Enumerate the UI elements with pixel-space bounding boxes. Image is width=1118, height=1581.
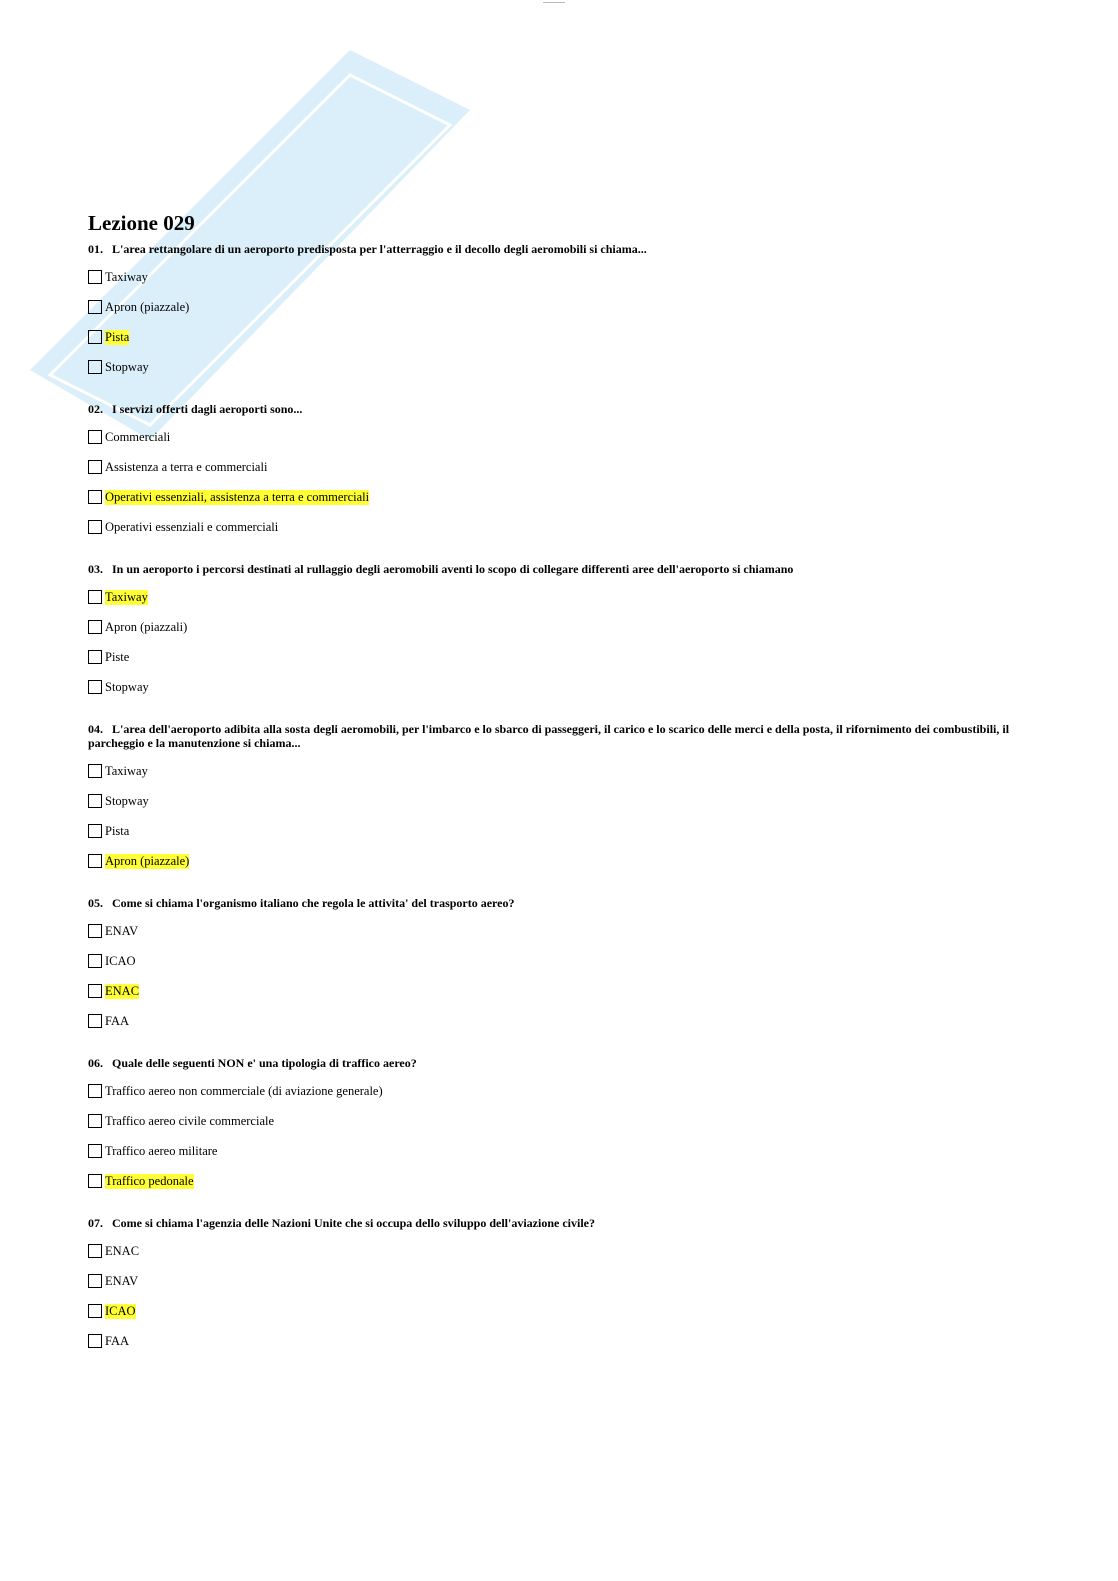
answer-label: ENAC xyxy=(105,1243,140,1258)
answer-checkbox[interactable] xyxy=(88,490,102,504)
answer-option[interactable] xyxy=(88,512,1028,542)
answer-checkbox[interactable] xyxy=(88,270,102,284)
question-prompt: Come si chiama l'organismo italiano che regola le attivita' del trasporto aereo? xyxy=(112,896,515,910)
answer-checkbox[interactable] xyxy=(88,1084,102,1098)
answer-checkbox[interactable] xyxy=(88,794,102,808)
answer-option[interactable] xyxy=(88,422,1028,452)
answer-checkbox[interactable] xyxy=(88,1304,102,1318)
answer-option[interactable] xyxy=(88,946,1028,976)
answer-label-highlighted: Traffico pedonale xyxy=(105,1173,194,1188)
question-text xyxy=(88,722,1028,750)
answer-checkbox[interactable] xyxy=(88,854,102,868)
answer-checkbox[interactable] xyxy=(88,650,102,664)
question-prompt: Quale delle seguenti NON e' una tipologia di traffico aereo? xyxy=(112,1056,417,1070)
answer-checkbox[interactable] xyxy=(88,620,102,634)
answer-label: ENAV xyxy=(105,1273,139,1288)
question-block xyxy=(88,402,1028,542)
answer-label: Apron (piazzali) xyxy=(105,619,188,634)
answer-checkbox[interactable] xyxy=(88,984,102,998)
answer-label: Traffico aereo civile commerciale xyxy=(105,1113,275,1128)
lesson-title: Lezione 029 xyxy=(88,211,195,235)
answer-label: Operativi essenziali e commerciali xyxy=(105,519,279,534)
question-number: 03. xyxy=(88,562,103,576)
answer-label-highlighted: ICAO xyxy=(105,1303,136,1318)
question-prompt: L'area rettangolare di un aeroporto predisposta per l'atterraggio e il decollo degli aeromobili si chiama... xyxy=(112,242,647,256)
answer-option[interactable] xyxy=(88,1076,1028,1106)
question-prompt: L'area dell'aeroporto adibita alla sosta degli aeromobili, per l'imbarco e lo sbarco di passeggeri, il carico e lo scarico delle merci e della posta, il rifornimento dei combustibili, il parcheggio e la manutenzione si chiama... xyxy=(88,722,1010,750)
question-number: 06. xyxy=(88,1056,103,1070)
answer-option[interactable] xyxy=(88,322,1028,352)
answer-label-highlighted: Operativi essenziali, assistenza a terra e commerciali xyxy=(105,489,370,504)
answer-option[interactable] xyxy=(88,1136,1028,1166)
question-number: 02. xyxy=(88,402,103,416)
answer-option[interactable] xyxy=(88,756,1028,786)
answer-label-highlighted: Taxiway xyxy=(105,589,148,604)
question-list xyxy=(88,242,1028,1356)
header-mark xyxy=(543,2,565,3)
question-number: 07. xyxy=(88,1216,103,1230)
answer-option[interactable] xyxy=(88,786,1028,816)
answer-option[interactable] xyxy=(88,1236,1028,1266)
answer-label: Traffico aereo militare xyxy=(105,1143,218,1158)
answer-label: FAA xyxy=(105,1013,130,1028)
answer-checkbox[interactable] xyxy=(88,764,102,778)
document-page xyxy=(88,210,1028,1376)
question-text xyxy=(88,896,1028,910)
answer-checkbox[interactable] xyxy=(88,520,102,534)
answer-label-highlighted: Apron (piazzale) xyxy=(105,853,190,868)
answer-option[interactable] xyxy=(88,916,1028,946)
answer-label: Taxiway xyxy=(105,269,148,284)
answer-checkbox[interactable] xyxy=(88,1144,102,1158)
answer-option[interactable] xyxy=(88,1296,1028,1326)
answer-checkbox[interactable] xyxy=(88,1014,102,1028)
question-text xyxy=(88,562,1028,576)
answer-checkbox[interactable] xyxy=(88,954,102,968)
answer-checkbox[interactable] xyxy=(88,460,102,474)
answer-checkbox[interactable] xyxy=(88,924,102,938)
question-text xyxy=(88,1056,1028,1070)
answer-label: Stopway xyxy=(105,359,149,374)
question-block xyxy=(88,1216,1028,1356)
answer-label: ICAO xyxy=(105,953,136,968)
answer-option[interactable] xyxy=(88,672,1028,702)
question-block xyxy=(88,1056,1028,1196)
answer-option[interactable] xyxy=(88,1106,1028,1136)
answer-option[interactable] xyxy=(88,582,1028,612)
answer-label: FAA xyxy=(105,1333,130,1348)
answer-checkbox[interactable] xyxy=(88,430,102,444)
answer-label-highlighted: Pista xyxy=(105,329,130,344)
question-text xyxy=(88,242,1028,256)
question-prompt: Come si chiama l'agenzia delle Nazioni Unite che si occupa dello sviluppo dell'aviazione civile? xyxy=(112,1216,595,1230)
answer-option[interactable] xyxy=(88,1266,1028,1296)
answer-option[interactable] xyxy=(88,976,1028,1006)
answer-label: Traffico aereo non commerciale (di aviazione generale) xyxy=(105,1083,383,1098)
answer-option[interactable] xyxy=(88,1166,1028,1196)
answer-option[interactable] xyxy=(88,482,1028,512)
answer-checkbox[interactable] xyxy=(88,1114,102,1128)
answer-checkbox[interactable] xyxy=(88,330,102,344)
answer-option[interactable] xyxy=(88,352,1028,382)
answer-checkbox[interactable] xyxy=(88,824,102,838)
question-number: 05. xyxy=(88,896,103,910)
answer-label: Apron (piazzale) xyxy=(105,299,190,314)
question-number: 04. xyxy=(88,722,103,736)
question-block xyxy=(88,562,1028,702)
answer-label: Taxiway xyxy=(105,763,148,778)
answer-checkbox[interactable] xyxy=(88,590,102,604)
answer-option[interactable] xyxy=(88,1326,1028,1356)
answer-option[interactable] xyxy=(88,292,1028,322)
answer-option[interactable] xyxy=(88,846,1028,876)
answer-checkbox[interactable] xyxy=(88,1334,102,1348)
answer-checkbox[interactable] xyxy=(88,680,102,694)
question-block xyxy=(88,896,1028,1036)
answer-label: ENAV xyxy=(105,923,139,938)
answer-checkbox[interactable] xyxy=(88,1274,102,1288)
answer-option[interactable] xyxy=(88,816,1028,846)
answer-option[interactable] xyxy=(88,1006,1028,1036)
answer-option[interactable] xyxy=(88,642,1028,672)
answer-checkbox[interactable] xyxy=(88,300,102,314)
answer-label: Pista xyxy=(105,823,130,838)
question-text xyxy=(88,402,1028,416)
answer-option[interactable] xyxy=(88,262,1028,292)
answer-checkbox[interactable] xyxy=(88,1244,102,1258)
answer-label: Assistenza a terra e commerciali xyxy=(105,459,268,474)
answer-option[interactable] xyxy=(88,452,1028,482)
question-number: 01. xyxy=(88,242,103,256)
answer-label: Stopway xyxy=(105,793,149,808)
question-text xyxy=(88,1216,1028,1230)
answer-checkbox[interactable] xyxy=(88,1174,102,1188)
question-block xyxy=(88,722,1028,876)
answer-label: Piste xyxy=(105,649,130,664)
question-block xyxy=(88,242,1028,382)
question-prompt: I servizi offerti dagli aeroporti sono... xyxy=(112,402,303,416)
answer-label: Stopway xyxy=(105,679,149,694)
question-prompt: In un aeroporto i percorsi destinati al rullaggio degli aeromobili aventi lo scopo di collegare differenti aree dell'aeroporto si chiamano xyxy=(112,562,794,576)
answer-label: Commerciali xyxy=(105,429,171,444)
answer-label-highlighted: ENAC xyxy=(105,983,140,998)
answer-checkbox[interactable] xyxy=(88,360,102,374)
answer-option[interactable] xyxy=(88,612,1028,642)
